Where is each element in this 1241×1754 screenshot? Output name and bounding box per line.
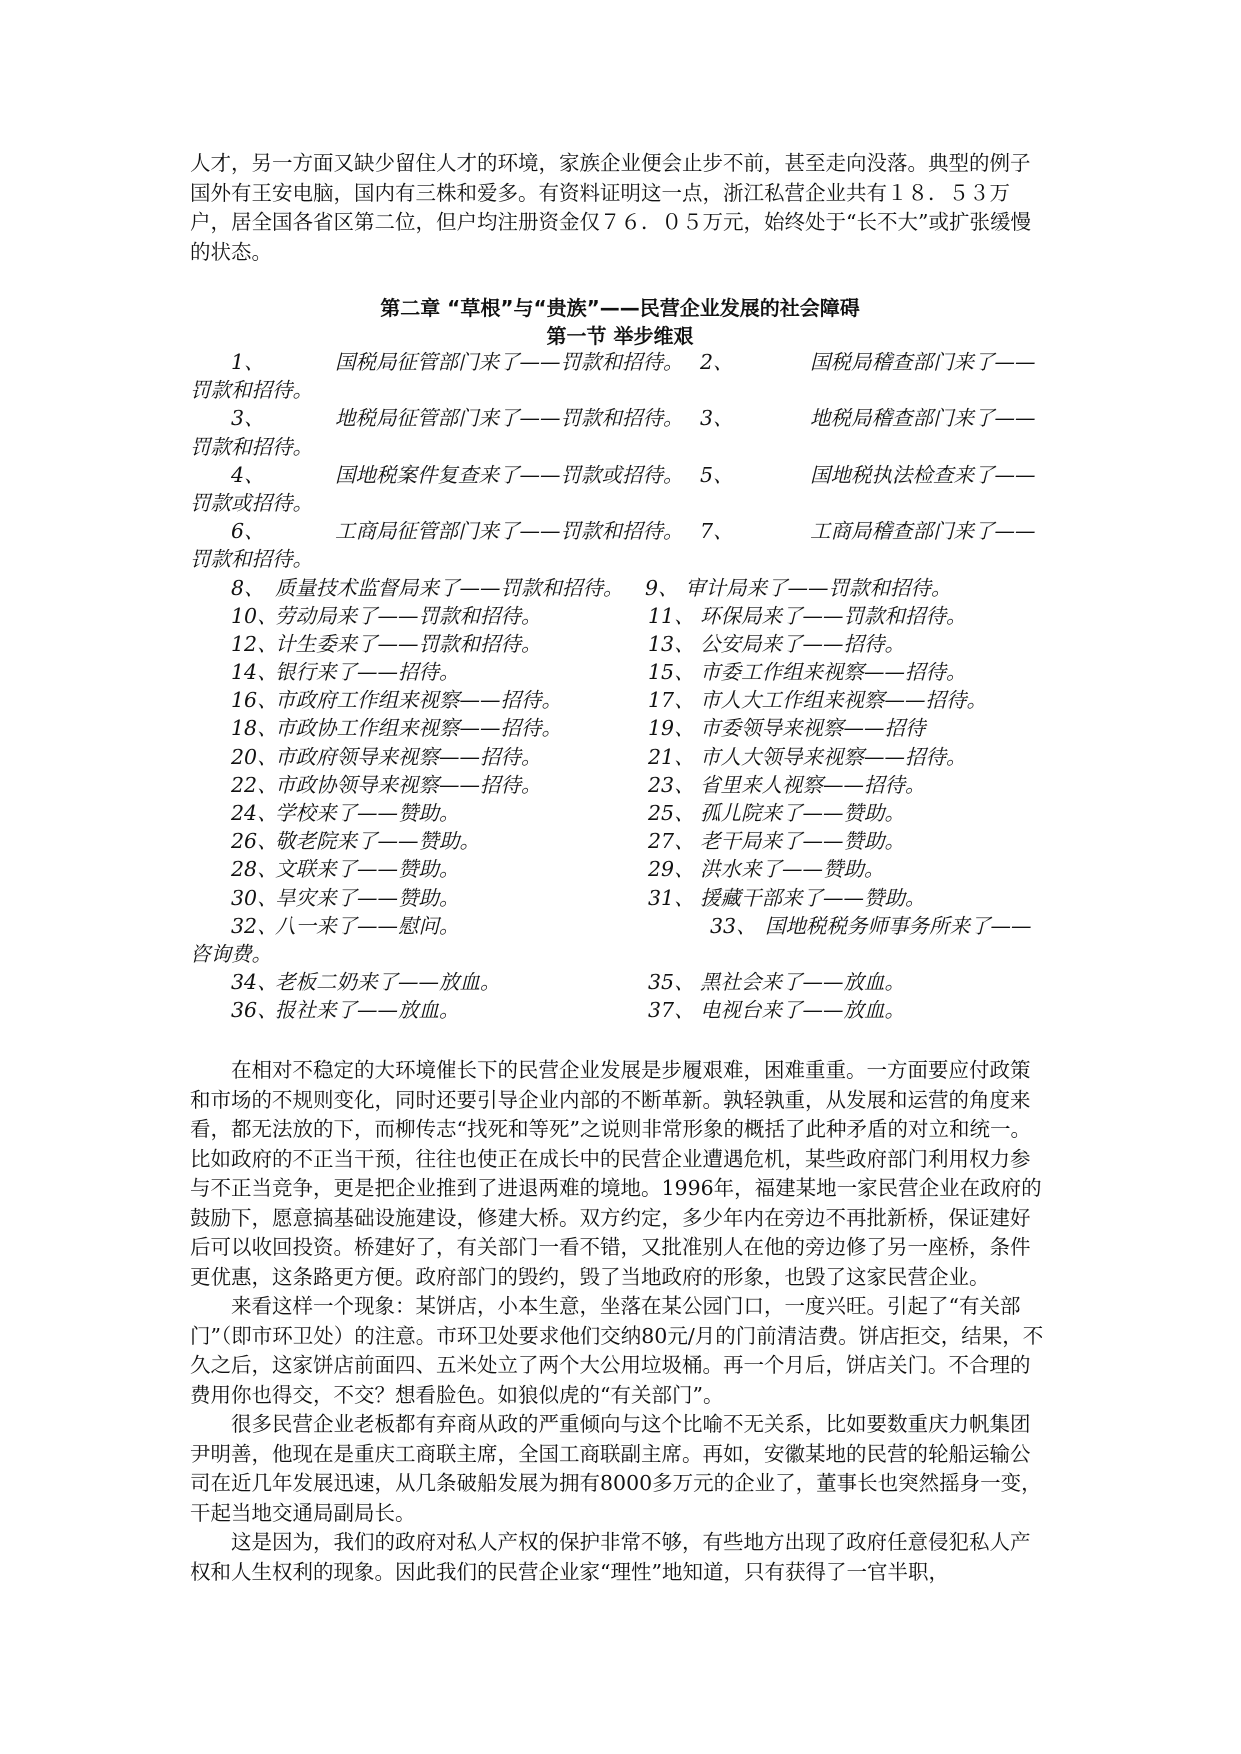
list-item bbox=[190, 714, 1050, 742]
item-text: 省里来人视察——招待。 bbox=[700, 772, 926, 797]
item-number: 20、 bbox=[231, 744, 278, 769]
item-text: 援藏干部来了——赞助。 bbox=[700, 885, 926, 910]
item-number: 17、 bbox=[648, 688, 695, 713]
list-item bbox=[190, 630, 1050, 658]
body-paragraph: 很多民营企业老板都有弃商从政的严重倾向与这个比喻不无关系，比如要数重庆力帆集团尹明善，他现在是重庆工商联主席，全国工商联副主席。再如，安徽某地的民营的轮船运输公司在近几年发展迅速，从几条破船发展为拥有8000多万元的企业了，董事长也突然摇身一变，干起当地交通局副局长。 bbox=[190, 1412, 1042, 1525]
item-text: 市委工作组来视察——招待。 bbox=[700, 660, 967, 685]
item-number: 24、 bbox=[231, 801, 278, 825]
item-number: 11、 bbox=[648, 603, 695, 628]
item-text: 罚款和招待。 bbox=[190, 378, 313, 403]
list-item bbox=[190, 686, 1050, 714]
intro-paragraph bbox=[190, 149, 1050, 267]
item-text: 罚款和招待。 bbox=[190, 547, 313, 572]
body-paragraph: 这是因为，我们的政府对私人产权的保护非常不够，有些地方出现了政府任意侵犯私人产权和人生权利的现象。因此我们的民营企业家“理性”地知道，只有获得了一官半职， bbox=[190, 1530, 1031, 1584]
item-number: 4、 bbox=[231, 462, 265, 487]
list-item-continuation bbox=[190, 376, 1050, 404]
item-number: 10、 bbox=[231, 603, 278, 628]
item-number: 13、 bbox=[648, 631, 695, 656]
list-item bbox=[190, 461, 1050, 489]
intro-text: 人才，另一方面又缺少留住人才的环境，家族企业便会止步不前，甚至走向没落。典型的例子国外有王安电脑，国内有三株和爱多。有资料证明这一点，浙江私营企业共有１８．５３万户，居全国各省区第二位，但户均注册资金仅７６．０５万元，始终处于“长不大”或扩张缓慢的状态。 bbox=[190, 151, 1031, 264]
item-text: 洪水来了——赞助。 bbox=[700, 857, 885, 882]
item-text: 国地税案件复查来了——罚款或招待。 bbox=[335, 462, 684, 487]
item-number: 21、 bbox=[648, 744, 695, 769]
item-text: 市政协工作组来视察——招待。 bbox=[275, 716, 562, 741]
list-item-continuation bbox=[190, 545, 1050, 573]
item-text: 市政协领导来视察——招待。 bbox=[275, 772, 542, 797]
list-item bbox=[190, 348, 1050, 376]
item-text: 文联来了——赞助。 bbox=[275, 857, 460, 882]
body-paragraph: 来看这样一个现象：某饼店，小本生意，坐落在某公园门口，一度兴旺。引起了“有关部门”（即市环卫处）的注意。市环卫处要求他们交纳80元/月的门前清洁费。饼店拒交，结果，不久之后，这家饼店前面四、五米处立了两个大公用垃圾桶。再一个月后，饼店关门。不合理的费用你也得交，不交？想看脸色。如狼似虎的“有关部门”。 bbox=[190, 1294, 1044, 1407]
chapter-title: 第二章 “草根”与“贵族”——民营企业发展的社会障碍 bbox=[380, 296, 860, 320]
item-text: 劳动局来了——罚款和招待。 bbox=[275, 603, 542, 628]
item-number: 31、 bbox=[648, 885, 695, 910]
item-text: 公安局来了——招待。 bbox=[700, 631, 905, 656]
list-item bbox=[190, 996, 1050, 1024]
item-number: 14、 bbox=[231, 660, 278, 685]
list-item bbox=[190, 404, 1050, 432]
item-text: 咨询费。 bbox=[190, 941, 272, 966]
item-number: 18、 bbox=[231, 716, 278, 741]
item-text: 地税局征管部门来了——罚款和招待。 bbox=[335, 406, 684, 431]
item-number: 36、 bbox=[231, 998, 278, 1023]
list-item bbox=[190, 912, 1050, 940]
item-text: 地税局稽查部门来了—— bbox=[810, 406, 1036, 431]
item-number: 15、 bbox=[648, 660, 695, 685]
item-number: 7、 bbox=[700, 519, 734, 544]
item-number: 8、 bbox=[231, 575, 265, 600]
item-text: 国地税执法检查来了—— bbox=[810, 462, 1036, 487]
list-item bbox=[190, 968, 1050, 996]
item-number: 23、 bbox=[648, 772, 695, 797]
list-item bbox=[190, 855, 1050, 883]
item-text: 学校来了——赞助。 bbox=[275, 801, 460, 825]
item-text: 罚款或招待。 bbox=[190, 490, 313, 515]
item-number: 37、 bbox=[648, 998, 695, 1023]
list-item bbox=[190, 884, 1050, 912]
item-number: 16、 bbox=[231, 688, 278, 713]
item-number: 19、 bbox=[648, 716, 695, 741]
item-number: 9、 bbox=[645, 575, 679, 600]
list-item bbox=[190, 517, 1050, 545]
item-text: 电视台来了——放血。 bbox=[700, 998, 905, 1023]
item-number: 33、 bbox=[710, 913, 757, 938]
item-number: 5、 bbox=[700, 462, 734, 487]
item-text: 工商局稽查部门来了—— bbox=[810, 519, 1036, 544]
item-text: 国地税税务师事务所来了—— bbox=[765, 913, 1032, 938]
item-text: 市人大领导来视察——招待。 bbox=[700, 744, 967, 769]
list-item-continuation bbox=[190, 940, 1050, 968]
item-text: 老干局来了——赞助。 bbox=[700, 829, 905, 854]
item-text: 黑社会来了——放血。 bbox=[700, 970, 905, 995]
item-text: 市政府工作组来视察——招待。 bbox=[275, 688, 562, 713]
item-number: 34、 bbox=[231, 970, 278, 995]
body-paragraph: 在相对不稳定的大环境催长下的民营企业发展是步履艰难，困难重重。一方面要应付政策和市场的不规则变化，同时还要引导企业内部的不断革新。孰轻孰重，从发展和运营的角度来看，都无法放的下，而柳传志“找死和等死”之说则非常形象的概括了此种矛盾的对立和统一。比如政府的不正当干预，往往也使正在成长中的民营企业遭遇危机，某些政府部门利用权力参与不正当竞争，更是把企业推到了进退两难的境地。1996年，福建某地一家民营企业在政府的鼓励下，愿意搞基础设施建设，修建大桥。双方约定，多少年内在旁边不再批新桥，保证建好后可以收回投资。桥建好了，有关部门一看不错，又批准别人在他的旁边修了另一座桥，条件更优惠，这条路更方便。政府部门的毁约，毁了当地政府的形象，也毁了这家民营企业。 bbox=[190, 1058, 1042, 1289]
section-title: 第一节 举步维艰 bbox=[546, 324, 694, 348]
item-text: 报社来了——放血。 bbox=[275, 998, 460, 1023]
body-text bbox=[190, 1056, 1050, 1587]
item-number: 25、 bbox=[648, 801, 695, 825]
list-item bbox=[190, 827, 1050, 855]
item-number: 32、 bbox=[231, 913, 278, 938]
item-text: 市人大工作组来视察——招待。 bbox=[700, 688, 987, 713]
item-number: 27、 bbox=[648, 829, 695, 854]
item-text: 质量技术监督局来了——罚款和招待。 bbox=[275, 575, 624, 600]
item-text: 国税局稽查部门来了—— bbox=[810, 350, 1036, 374]
item-text: 审计局来了——罚款和招待。 bbox=[685, 575, 952, 600]
item-number: 28、 bbox=[231, 857, 278, 882]
list-item-continuation bbox=[190, 489, 1050, 517]
list-item bbox=[190, 658, 1050, 686]
list-item bbox=[190, 799, 1050, 827]
item-text: 孤儿院来了——赞助。 bbox=[700, 801, 905, 825]
item-list bbox=[190, 348, 1050, 1025]
item-text: 罚款和招待。 bbox=[190, 434, 313, 459]
item-text: 计生委来了——罚款和招待。 bbox=[275, 631, 542, 656]
item-text: 银行来了——招待。 bbox=[275, 660, 460, 685]
item-text: 八一来了——慰问。 bbox=[275, 913, 460, 938]
list-item bbox=[190, 743, 1050, 771]
item-number: 1、 bbox=[231, 350, 265, 374]
item-number: 12、 bbox=[231, 631, 278, 656]
item-text: 老板二奶来了——放血。 bbox=[275, 970, 501, 995]
item-number: 3、 bbox=[700, 406, 734, 431]
item-number: 22、 bbox=[231, 772, 278, 797]
item-text: 市政府领导来视察——招待。 bbox=[275, 744, 542, 769]
list-item-continuation bbox=[190, 433, 1050, 461]
item-number: 29、 bbox=[648, 857, 695, 882]
item-text: 旱灾来了——赞助。 bbox=[275, 885, 460, 910]
item-number: 35、 bbox=[648, 970, 695, 995]
item-number: 26、 bbox=[231, 829, 278, 854]
item-text: 工商局征管部门来了——罚款和招待。 bbox=[335, 519, 684, 544]
item-number: 2、 bbox=[700, 350, 734, 374]
item-number: 6、 bbox=[231, 519, 265, 544]
item-text: 国税局征管部门来了——罚款和招待。 bbox=[335, 350, 684, 374]
item-number: 30、 bbox=[231, 885, 278, 910]
item-number: 3、 bbox=[231, 406, 265, 431]
list-item bbox=[190, 574, 1050, 602]
item-text: 环保局来了——罚款和招待。 bbox=[700, 603, 967, 628]
item-text: 市委领导来视察——招待 bbox=[700, 716, 926, 741]
item-text: 敬老院来了——赞助。 bbox=[275, 829, 480, 854]
list-item bbox=[190, 771, 1050, 799]
list-item bbox=[190, 602, 1050, 630]
